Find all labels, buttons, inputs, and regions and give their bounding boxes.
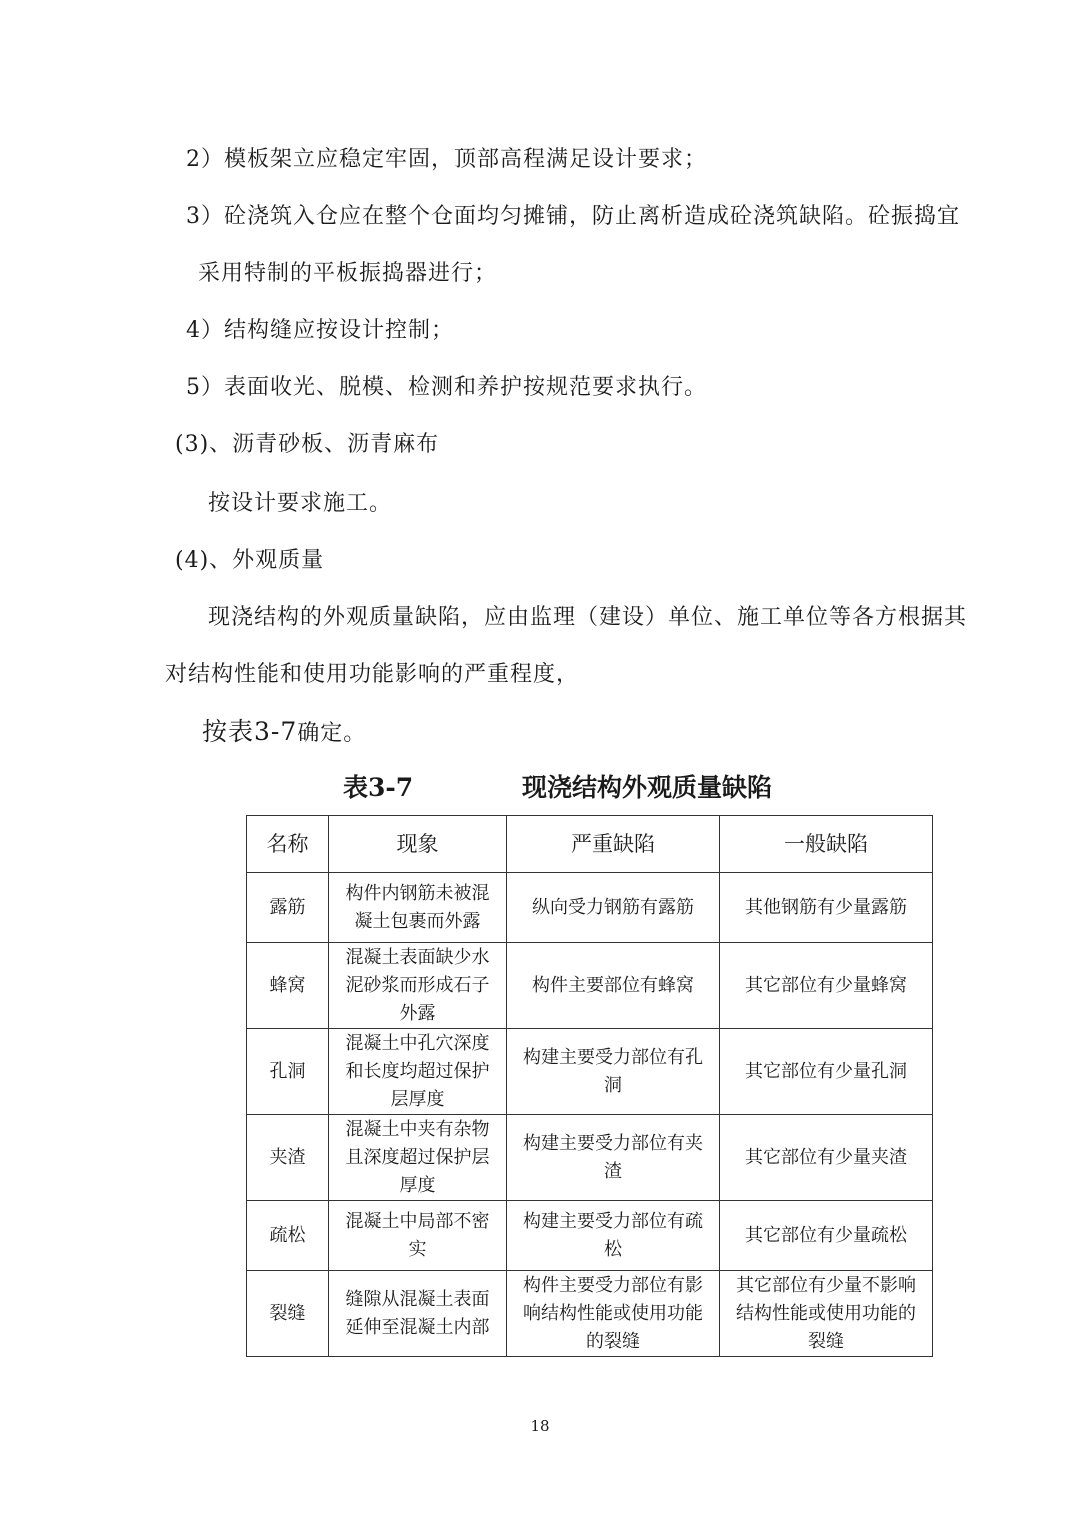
table-reference-line — [202, 717, 366, 749]
table-ref-suffix: 确定。 — [297, 721, 367, 746]
table-row — [247, 943, 933, 1029]
cell-serious: 构件主要部位有蜂窝 — [507, 943, 720, 1029]
cell-general: 其他钢筋有少量露筋 — [720, 873, 933, 943]
section-heading-4: (4)、外观质量 — [175, 548, 325, 573]
cell-name: 孔洞 — [247, 1029, 329, 1115]
table-row — [247, 1201, 933, 1271]
paragraph-item-3-line2: 采用特制的平板振捣器进行； — [198, 261, 498, 286]
cell-general: 其它部位有少量疏松 — [720, 1201, 933, 1271]
cell-general: 其它部位有少量蜂窝 — [720, 943, 933, 1029]
table-ref-number: 表3-7 — [228, 717, 298, 746]
section-heading-3: (3)、沥青砂板、沥青麻布 — [175, 432, 440, 457]
table-row — [247, 1029, 933, 1115]
cell-serious: 构建主要受力部位有夹渣 — [507, 1115, 720, 1201]
cell-phenomenon: 构件内钢筋未被混凝土包裹而外露 — [329, 873, 507, 943]
section-3-body: 按设计要求施工。 — [208, 491, 393, 516]
table-caption-title: 现浇结构外观质量缺陷 — [522, 773, 773, 802]
table-row — [247, 1115, 933, 1201]
cell-phenomenon: 混凝土中孔穴深度和长度均超过保护层厚度 — [329, 1029, 507, 1115]
section-4-body-line2: 对结构性能和使用功能影响的严重程度， — [165, 662, 580, 687]
cell-phenomenon: 混凝土中局部不密实 — [329, 1201, 507, 1271]
cell-name: 夹渣 — [247, 1115, 329, 1201]
table-row — [247, 1271, 933, 1357]
paragraph-item-2: 2）模板架立应稳定牢固，顶部高程满足设计要求； — [186, 147, 707, 172]
cell-name: 露筋 — [247, 873, 329, 943]
paragraph-item-3-line1: 3）砼浇筑入仓应在整个仓面均匀摊铺，防止离析造成砼浇筑缺陷。砼振捣宜 — [186, 204, 960, 229]
cell-serious: 构建主要受力部位有疏松 — [507, 1201, 720, 1271]
cell-general: 其它部位有少量孔洞 — [720, 1029, 933, 1115]
cell-general: 其它部位有少量不影响结构性能或使用功能的裂缝 — [720, 1271, 933, 1357]
defects-table — [246, 815, 933, 1357]
cell-serious: 构建主要受力部位有孔洞 — [507, 1029, 720, 1115]
cell-name: 疏松 — [247, 1201, 329, 1271]
page-number: 18 — [530, 1417, 550, 1435]
table-ref-prefix: 按 — [202, 717, 229, 746]
table-caption-number: 表3-7 — [343, 773, 414, 802]
header-name: 名称 — [247, 816, 329, 873]
table-header-row — [247, 816, 933, 873]
cell-phenomenon: 混凝土中夹有杂物且深度超过保护层厚度 — [329, 1115, 507, 1201]
header-general-defect: 一般缺陷 — [720, 816, 933, 873]
cell-phenomenon: 混凝土表面缺少水泥砂浆而形成石子外露 — [329, 943, 507, 1029]
cell-general: 其它部位有少量夹渣 — [720, 1115, 933, 1201]
paragraph-item-5: 5）表面收光、脱模、检测和养护按规范要求执行。 — [186, 375, 707, 400]
header-phenomenon: 现象 — [329, 816, 507, 873]
cell-serious: 纵向受力钢筋有露筋 — [507, 873, 720, 943]
cell-phenomenon: 缝隙从混凝土表面延伸至混凝土内部 — [329, 1271, 507, 1357]
cell-name: 蜂窝 — [247, 943, 329, 1029]
header-serious-defect: 严重缺陷 — [507, 816, 720, 873]
paragraph-item-4: 4）结构缝应按设计控制； — [186, 318, 454, 343]
cell-serious: 构件主要受力部位有影响结构性能或使用功能的裂缝 — [507, 1271, 720, 1357]
table-row — [247, 873, 933, 943]
cell-name: 裂缝 — [247, 1271, 329, 1357]
section-4-body-line1: 现浇结构的外观质量缺陷，应由监理（建设）单位、施工单位等各方根据其 — [208, 605, 968, 630]
